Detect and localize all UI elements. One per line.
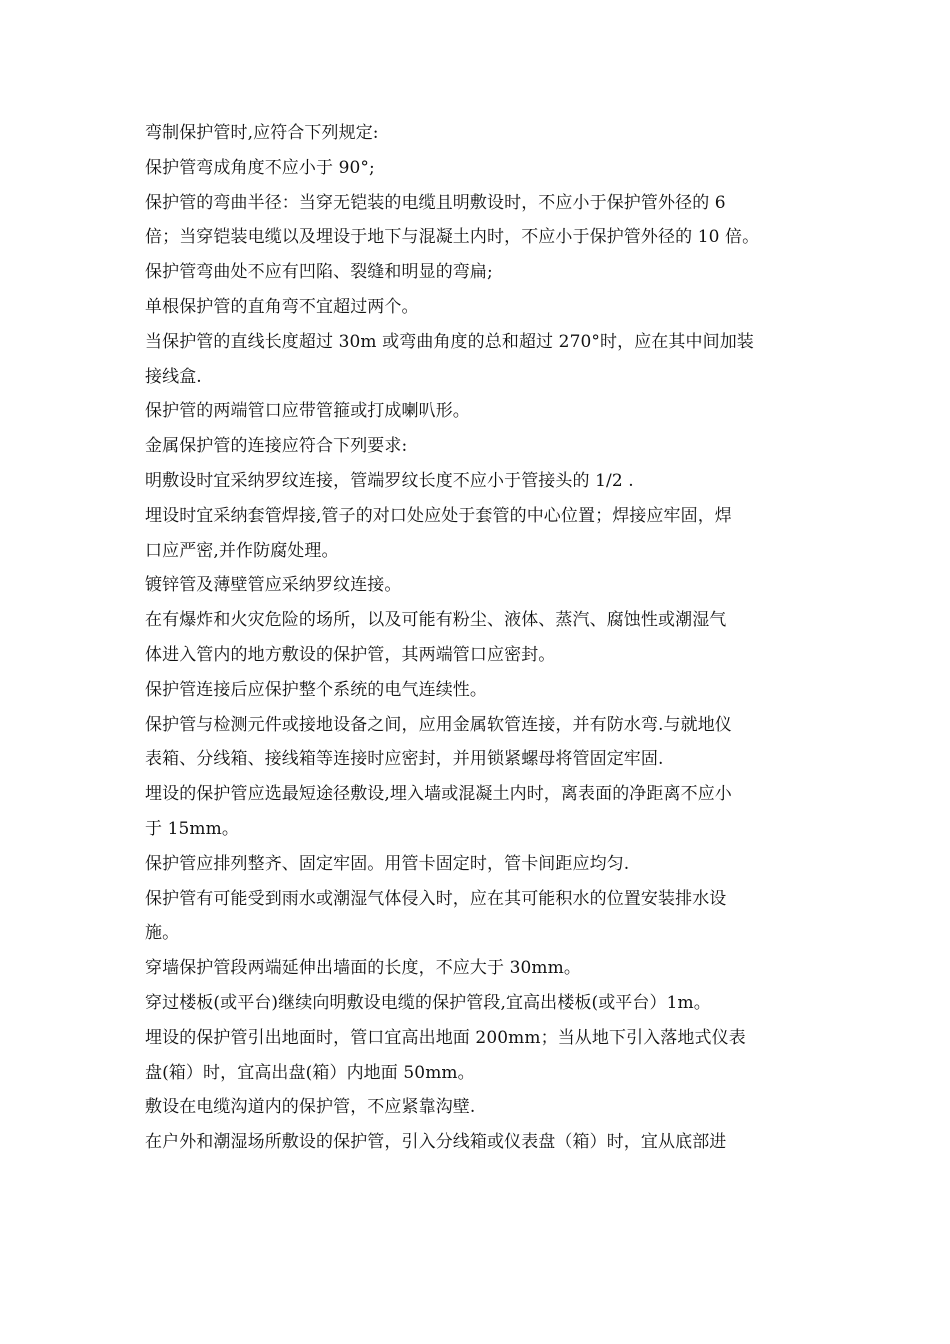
text-line: 保护管应排列整齐、固定牢固。用管卡固定时，管卡间距应均匀. <box>145 853 630 874</box>
text-line: 保护管弯曲处不应有凹陷、裂缝和明显的弯扁; <box>145 262 493 283</box>
text-line: 埋设时宜采纳套管焊接,管子的对口处应处于套管的中心位置；焊接应牢固，焊 <box>145 505 732 526</box>
text-line: 口应严密,并作防腐处理。 <box>145 540 339 561</box>
text-line: 穿墙保护管段两端延伸出墙面的长度，不应大于 30mm。 <box>145 958 581 979</box>
text-line: 敷设在电缆沟道内的保护管，不应紧靠沟壁. <box>145 1097 476 1118</box>
text-line: 保护管的弯曲半径：当穿无铠装的电缆且明敷设时，不应小于保护管外径的 6 <box>145 192 726 213</box>
text-line: 保护管有可能受到雨水或潮湿气体侵入时，应在其可能积水的位置安装排水设 <box>145 888 727 909</box>
text-line: 施。 <box>145 923 180 944</box>
text-line: 弯制保护管时,应符合下列规定: <box>145 123 379 143</box>
text-line: 穿过楼板(或平台)继续向明敷设电缆的保护管段,宜高出楼板(或平台）1m。 <box>145 992 711 1013</box>
text-line: 保护管与检测元件或接地设备之间，应用金属软管连接，并有防水弯.与就地仪 <box>145 714 732 735</box>
text-line: 于 15mm。 <box>145 818 239 839</box>
text-line: 当保护管的直线长度超过 30m 或弯曲角度的总和超过 270°时，应在其中间加装 <box>145 331 754 352</box>
text-line: 接线盒. <box>145 366 202 387</box>
text-line: 埋设的保护管引出地面时，管口宜高出地面 200mm；当从地下引入落地式仪表 <box>145 1027 746 1048</box>
text-line: 保护管弯成角度不应小于 90°; <box>145 157 375 178</box>
text-line: 在有爆炸和火灾危险的场所，以及可能有粉尘、液体、蒸汽、腐蚀性或潮湿气 <box>145 610 727 631</box>
text-line: 镀锌管及薄壁管应采纳罗纹连接。 <box>145 575 402 596</box>
text-line: 保护管连接后应保护整个系统的电气连续性。 <box>145 679 487 700</box>
text-line: 单根保护管的直角弯不宜超过两个。 <box>145 296 419 317</box>
text-line: 倍；当穿铠装电缆以及埋设于地下与混凝土内时，不应小于保护管外径的 10 倍。 <box>145 227 760 248</box>
text-line: 体进入管内的地方敷设的保护管，其两端管口应密封。 <box>145 644 556 665</box>
document-body <box>145 116 825 1160</box>
text-line: 表箱、分线箱、接线箱等连接时应密封，并用锁紧螺母将管固定牢固. <box>145 749 664 770</box>
text-line: 埋设的保护管应选最短途径敷设,埋入墙或混凝土内时，离表面的净距离不应小 <box>145 784 732 805</box>
text-line: 保护管的两端管口应带管箍或打成喇叭形。 <box>145 401 470 422</box>
text-line: 盘(箱）时，宜高出盘(箱）内地面 50mm。 <box>145 1062 475 1083</box>
text-line: 明敷设时宜采纳罗纹连接，管端罗纹长度不应小于管接头的 1/2 . <box>145 470 634 491</box>
text-line: 金属保护管的连接应符合下列要求: <box>145 436 408 457</box>
text-line: 在户外和潮湿场所敷设的保护管，引入分线箱或仪表盘（箱）时，宜从底部进 <box>145 1132 727 1153</box>
